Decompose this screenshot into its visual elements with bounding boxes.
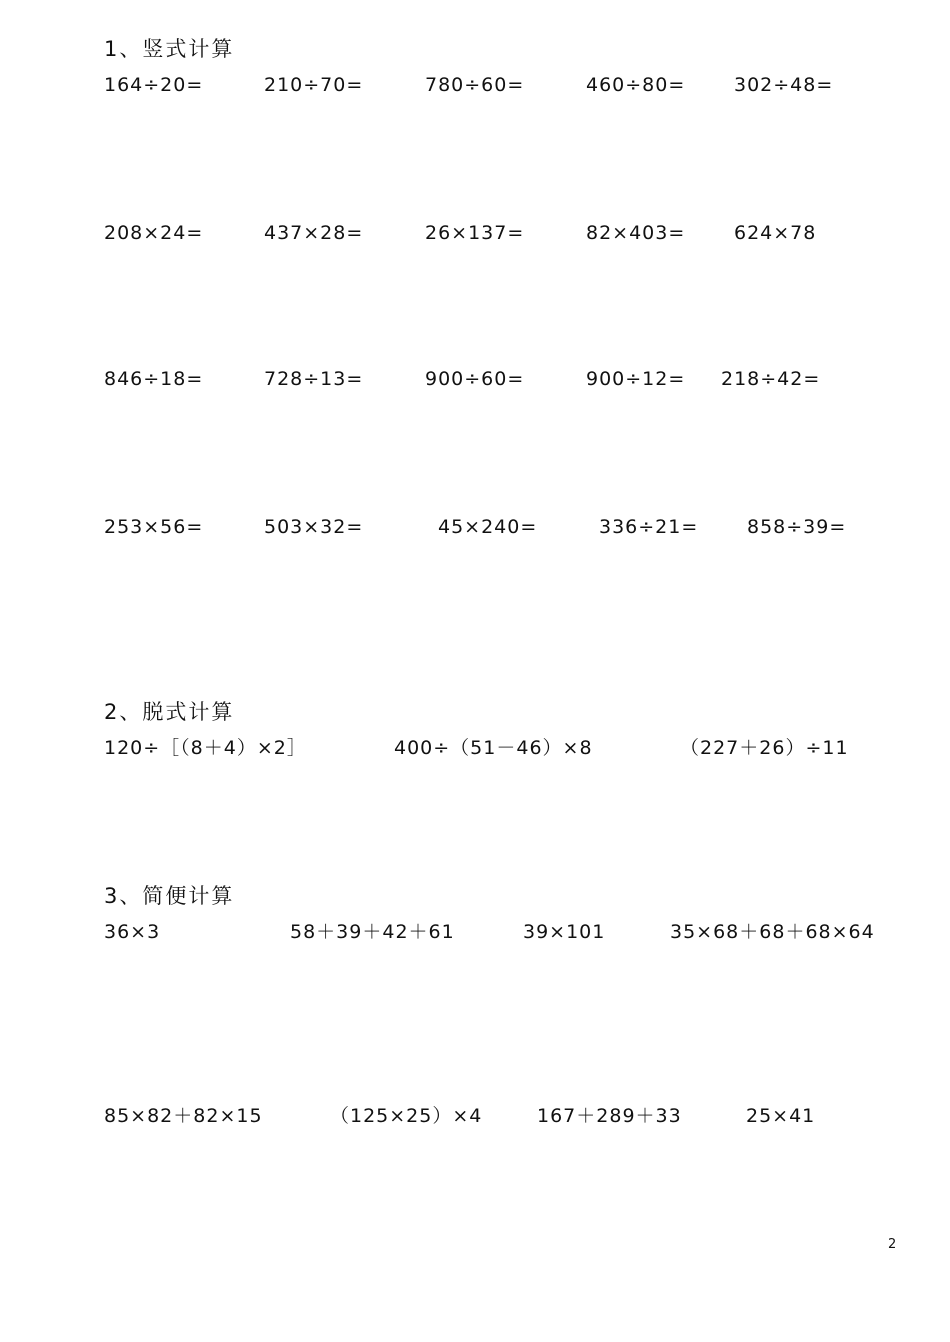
section-heading-step-calculation: 2、脱式计算 [104,700,235,724]
problem-item: 210÷70= [264,74,364,96]
problem-item: 437×28= [264,222,364,244]
problem-item: 460÷80= [586,74,686,96]
problem-item: 26×137= [425,222,525,244]
problem-item: 900÷12= [586,368,686,390]
problem-item: 624×78 [734,222,817,244]
problem-item: 120÷［（8＋4）×2］ [104,737,307,759]
problem-item: 253×56= [104,516,204,538]
problem-item: 302÷48= [734,74,834,96]
problem-item: （125×25）×4 [330,1105,483,1127]
problem-item: 45×240= [438,516,538,538]
problem-item: 167＋289＋33 [537,1105,682,1127]
problem-item: 208×24= [104,222,204,244]
problem-item: （227＋26）÷11 [680,737,849,759]
page-number: 2 [888,1237,897,1252]
problem-item: 85×82＋82×15 [104,1105,263,1127]
section-heading-vertical-calculation: 1、竖式计算 [104,37,235,61]
problem-item: 780÷60= [425,74,525,96]
problem-item: 400÷（51－46）×8 [394,737,593,759]
problem-item: 728÷13= [264,368,364,390]
problem-item: 35×68＋68＋68×64 [670,921,875,943]
problem-item: 36×3 [104,921,161,943]
section-heading-simplified-calculation: 3、简便计算 [104,884,235,908]
problem-item: 503×32= [264,516,364,538]
problem-item: 58＋39＋42＋61 [290,921,455,943]
problem-item: 25×41 [746,1105,816,1127]
problem-item: 858÷39= [747,516,847,538]
problem-item: 39×101 [523,921,606,943]
problem-item: 82×403= [586,222,686,244]
problem-item: 218÷42= [721,368,821,390]
problem-item: 846÷18= [104,368,204,390]
problem-item: 164÷20= [104,74,204,96]
problem-item: 336÷21= [599,516,699,538]
problem-item: 900÷60= [425,368,525,390]
